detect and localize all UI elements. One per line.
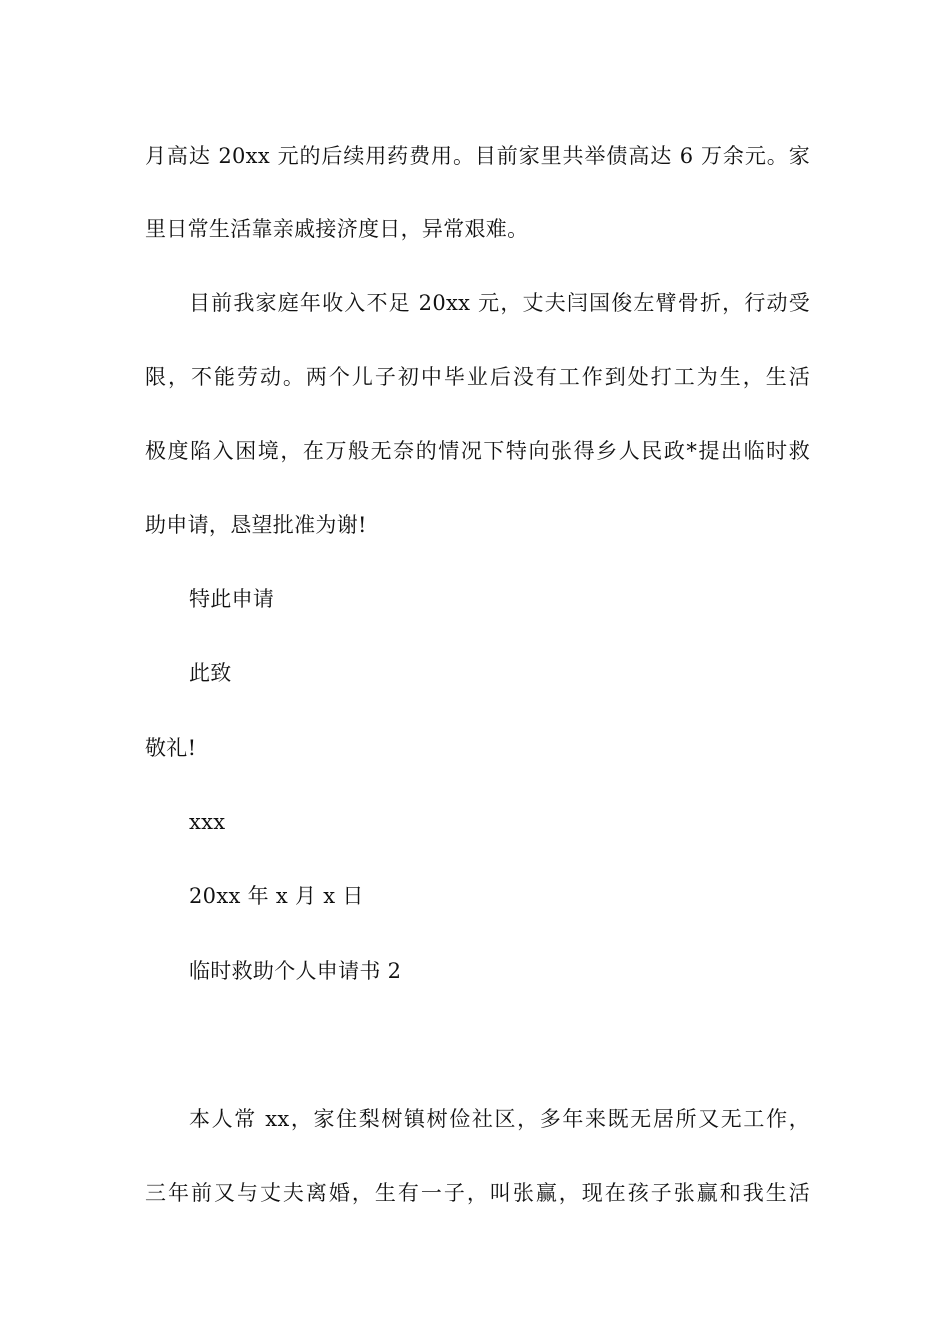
paragraph3-line1: 本人常 xx，家住梨树镇树俭社区，多年来既无居所又无工作， [189, 1107, 810, 1131]
paragraph2-line1: 目前我家庭年收入不足 20xx 元，丈夫闫国俊左臂骨折，行动受 [189, 291, 810, 315]
special-request: 特此申请 [189, 587, 275, 611]
closing-to: 此致 [189, 661, 232, 685]
signature-date: 20xx 年 x 月 x 日 [189, 884, 364, 908]
signature-name: xxx [189, 810, 226, 834]
paragraph2-line2: 限，不能劳动。两个儿子初中毕业后没有工作到处打工为生，生活 [145, 365, 810, 389]
closing-salute: 敬礼! [145, 736, 197, 760]
paragraph3-line2: 三年前又与丈夫离婚，生有一子，叫张赢，现在孩子张赢和我生活 [145, 1181, 810, 1205]
paragraph2-line3: 极度陷入困境，在万般无奈的情况下特向张得乡人民政*提出临时救 [145, 439, 810, 463]
paragraph1-line1: 月高达 20xx 元的后续用药费用。目前家里共举债高达 6 万余元。家 [145, 144, 810, 168]
section-title: 临时救助个人申请书 2 [189, 959, 402, 983]
paragraph1-line2: 里日常生活靠亲戚接济度日，异常艰难。 [145, 217, 529, 241]
paragraph2-line4: 助申请，恳望批准为谢! [145, 513, 367, 537]
